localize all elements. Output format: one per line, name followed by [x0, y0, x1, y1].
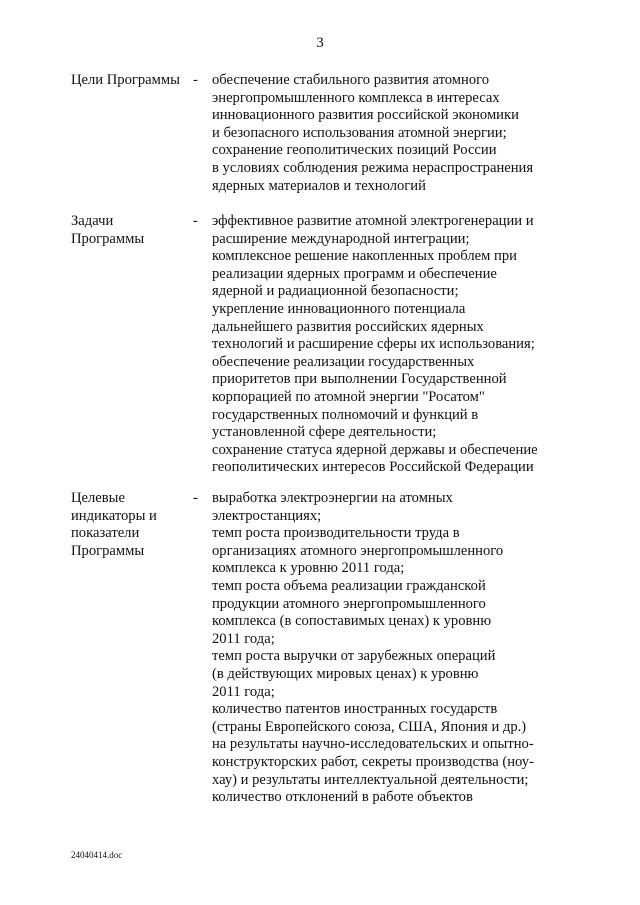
tasks-line: установленной сфере деятельности; [212, 424, 437, 441]
indicators-line: (в действующих мировых ценах) к уровню [212, 665, 479, 682]
indicators-line: количество патентов иностранных государств [212, 701, 498, 718]
indicators-line: хау) и результаты интеллектуальной деятельности; [212, 771, 529, 788]
goals-line: энергопромышленного комплекса в интересах [212, 89, 500, 106]
tasks-dash: - [193, 213, 198, 229]
indicators-line: темп роста объема реализации гражданской [212, 577, 486, 594]
tasks-line: дальнейшего развития российских ядерных [212, 318, 484, 335]
indicators-line: (страны Европейского союза, США, Япония и др.) [212, 718, 527, 735]
indicators-line: выработка электроэнергии на атомных [212, 490, 453, 506]
tasks-line: обеспечение реализации государственных [212, 353, 475, 370]
indicators-label-line: индикаторы и [71, 507, 157, 524]
goals-label [71, 72, 189, 90]
goals-line: сохранение геополитических позиций России [212, 142, 497, 159]
indicators-line: темп роста производительности труда в [212, 525, 460, 542]
indicators-dash: - [193, 490, 198, 506]
tasks-line: реализации ядерных программ и обеспечение [212, 265, 497, 282]
tasks-line: расширение международной интеграции; [212, 230, 470, 247]
tasks-line: эффективное развитие атомной электрогенерации и [212, 213, 534, 229]
indicators-line: 2011 года; [212, 683, 275, 700]
indicators-line: комплекса (в сопоставимых ценах) к уровню [212, 613, 492, 630]
tasks-line: корпорацией по атомной энергии "Росатом" [212, 388, 485, 405]
indicators-label-line: Программы [71, 542, 145, 559]
tasks-line: геополитических интересов Российской Федерации [212, 459, 534, 476]
tasks-line: технологий и расширение сферы их использования; [212, 336, 535, 353]
goals-content [212, 72, 602, 195]
tasks-line: укрепление инновационного потенциала [212, 300, 466, 317]
tasks-content [212, 213, 602, 477]
indicators-line: организациях атомного энергопромышленного [212, 542, 504, 559]
indicators-line: комплекса к уровню 2011 года; [212, 560, 405, 577]
goals-dash: - [193, 72, 198, 88]
indicators-line: темп роста выручки от зарубежных операций [212, 648, 496, 665]
indicators-label [71, 490, 189, 560]
goals-label-line: Цели Программы [71, 72, 180, 88]
tasks-line: государственных полномочий и функций в [212, 406, 479, 423]
indicators-label-line: показатели [71, 525, 140, 542]
indicators-line: 2011 года; [212, 630, 275, 647]
goals-line: и безопасного использования атомной энергии; [212, 124, 507, 141]
indicators-line: конструкторских работ, секреты производства (ноу- [212, 753, 534, 770]
tasks-label-line: Программы [71, 230, 145, 247]
goals-line: инновационного развития российской экономики [212, 107, 519, 124]
footer-filename: 24040414.doc [71, 850, 123, 860]
indicators-label-line: Целевые [71, 490, 125, 506]
indicators-line: электростанциях; [212, 507, 322, 524]
tasks-line: приоритетов при выполнении Государственной [212, 371, 507, 388]
tasks-label [71, 213, 189, 248]
tasks-line: сохранение статуса ядерной державы и обеспечение [212, 441, 538, 458]
tasks-label-line: Задачи [71, 213, 114, 229]
tasks-line: комплексное решение накопленных проблем при [212, 248, 517, 265]
indicators-content [212, 490, 602, 807]
goals-line: обеспечение стабильного развития атомного [212, 72, 490, 88]
indicators-line: на результаты научно-исследовательских и опытно- [212, 736, 534, 753]
goals-line: ядерных материалов и технологий [212, 177, 426, 194]
goals-line: в условиях соблюдения режима нераспространения [212, 159, 534, 176]
page-number: 3 [316, 35, 324, 51]
indicators-line: количество отклонений в работе объектов [212, 789, 473, 806]
tasks-line: ядерной и радиационной безопасности; [212, 283, 459, 300]
indicators-line: продукции атомного энергопромышленного [212, 595, 486, 612]
